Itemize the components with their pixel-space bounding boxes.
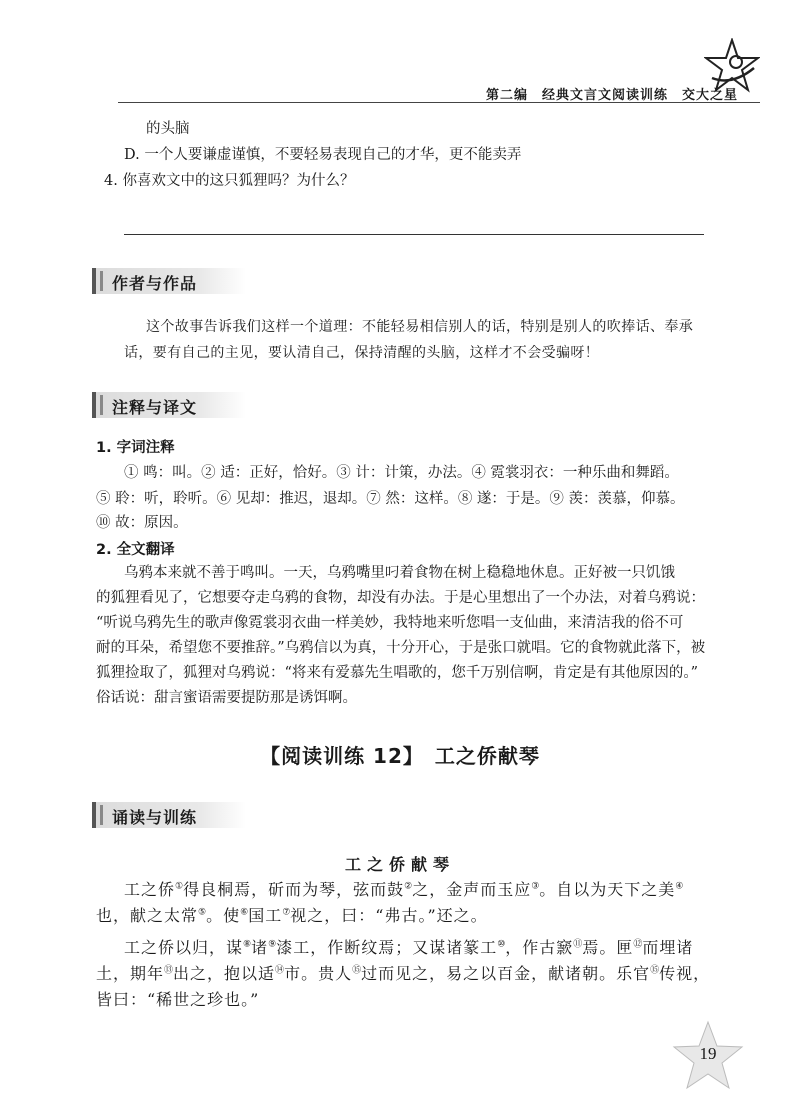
notes-heading-words: 1. 字词注释 (96, 440, 175, 456)
note-line: ⑤ 聆：听，聆听。⑥ 见却：推迟，退却。⑦ 然：这样。⑧ 遂：于是。⑨ 羡：羡慕，仰慕。 (96, 491, 685, 507)
translation-line: 俗话说：甜言蜜语需要提防那是诱饵啊。 (96, 690, 357, 706)
question-4: 4. 你喜欢文中的这只狐狸吗？为什么？ (104, 173, 355, 189)
classical-title: 工之侨献琴 (344, 855, 455, 874)
answer-line (124, 234, 704, 235)
classical-line: 工之侨以归，谋⑧诸⑨漆工，作断纹焉；又谋诸篆工⑩，作古窾⑪焉。匣⑫而埋诸 (124, 938, 694, 957)
option-continuation: 的头脑 (146, 121, 190, 137)
page-number: 19 (699, 1044, 717, 1063)
option-d: D. 一个人要谦虚谨慎，不要轻易表现自己的才华，更不能卖弄 (124, 147, 522, 163)
section-title: 注释与译文 (112, 398, 198, 417)
section-header-author (92, 268, 246, 294)
classical-line: 土，期年⑬出之，抱以适⑭市。贵人⑮过而见之，易之以百金，献诸朝。乐官⑮传视， (96, 964, 711, 983)
translation-line: 的狐狸看见了，它想要夺走乌鸦的食物，却没有办法。于是心里想出了一个办法，对着乌鸦说： (96, 590, 705, 606)
section-title: 作者与作品 (112, 274, 198, 293)
note-line: ⑩ 故：原因。 (96, 515, 188, 531)
lesson-title: 【阅读训练 12】 工之侨献琴 (260, 744, 540, 768)
section-title: 诵读与训练 (112, 808, 198, 827)
section-header-notes (92, 392, 246, 418)
translation-line: 耐的耳朵，希望您不要推辞。”乌鸦信以为真，十分开心，于是张口就唱。它的食物就此落下，被 (96, 640, 706, 656)
classical-line: 也，献之太常⑤。使⑥国工⑦视之，曰：“弗古。”还之。 (96, 906, 488, 925)
note-line: ① 鸣：叫。② 适：正好，恰好。③ 计：计策，办法。④ 霓裳羽衣：一种乐曲和舞蹈。 (124, 465, 679, 481)
header-rule (118, 102, 760, 103)
running-header: 第二编 经典文言文阅读训练 交大之星 (485, 88, 738, 103)
translation-line: “听说乌鸦先生的歌声像霓裳羽衣曲一样美妙，我特地来听您唱一支仙曲，来清洁我的俗不可 (96, 615, 684, 631)
translation-line: 狐狸捡取了，狐狸对乌鸦说：“将来有爱慕先生唱歌的，您千万别信啊，肯定是有其他原因的。” (96, 665, 699, 681)
classical-line: 工之侨①得良桐焉，斫而为琴，弦而鼓②之，金声而玉应③。自以为天下之美④ (124, 880, 684, 899)
translation-line: 乌鸦本来就不善于鸣叫。一天，乌鸦嘴里叼着食物在树上稳稳地休息。正好被一只饥饿 (124, 565, 675, 581)
section-header-recite (92, 802, 246, 828)
classical-line: 皆曰：“稀世之珍也。” (96, 990, 260, 1009)
author-text-line-2: 话，要有自己的主见，要认清自己，保持清醒的头脑，这样才不会受骗呀！ (124, 345, 600, 361)
notes-heading-translation: 2. 全文翻译 (96, 542, 175, 558)
author-text-line-1: 这个故事告诉我们这样一个道理：不能轻易相信别人的话，特别是别人的吹捧话、奉承 (146, 319, 694, 335)
